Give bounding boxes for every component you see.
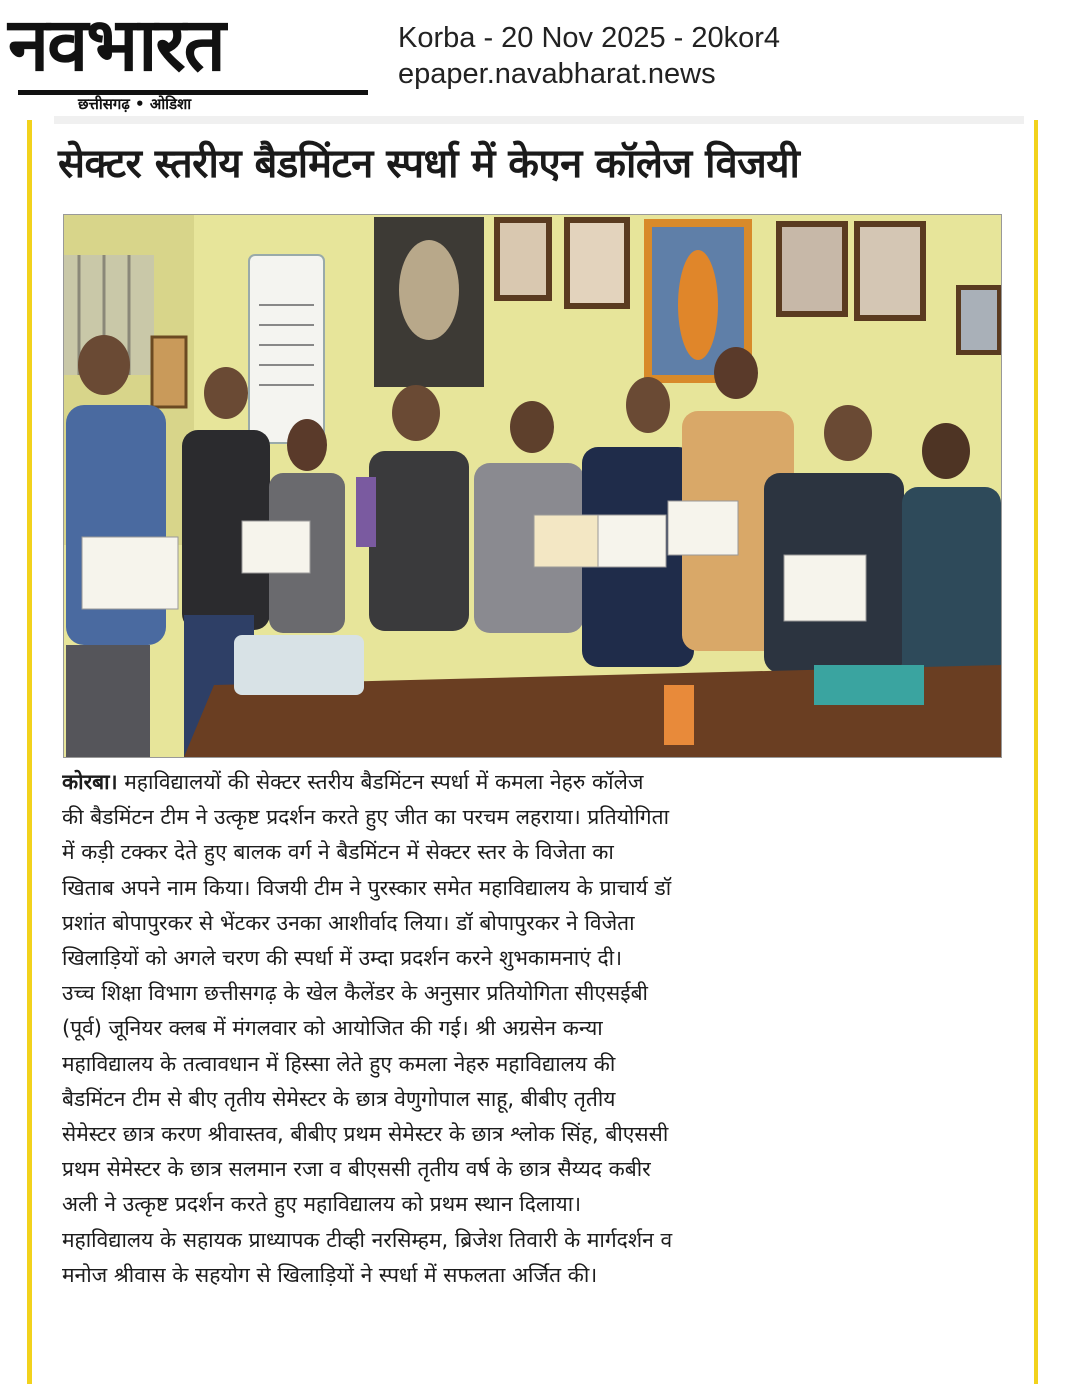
article-line: बैडमिंटन टीम से बीए तृतीय सेमेस्टर के छात्र वेणुगोपाल साहू, बीबीए तृतीय — [62, 1086, 616, 1111]
frame-right-border — [1034, 120, 1038, 1384]
article-line: मनोज श्रीवास के सहयोग से खिलाड़ियों ने स्पर्धा में सफलता अर्जित की। — [62, 1262, 598, 1287]
article-line: उच्च शिक्षा विभाग छत्तीसगढ़ के खेल कैलेंडर के अनुसार प्रतियोगिता सीएसईबी — [62, 981, 648, 1006]
article-line: में कड़ी टक्कर देते हुए बालक वर्ग ने बैडमिंटन में सेक्टर स्तर के विजेता का — [62, 840, 614, 865]
newspaper-logo — [8, 2, 376, 114]
article-line: महाविद्यालय के सहायक प्राध्यापक टीव्ही नरसिम्हम, ब्रिजेश तिवारी के मार्गदर्शन व — [62, 1227, 673, 1252]
logo-text: नवभारत — [8, 2, 224, 88]
dateline: कोरबा। — [62, 770, 118, 794]
article-line: प्रथम सेमेस्टर के छात्र सलमान रजा व बीएससी तृतीय वर्ष के छात्र सैय्यद कबीर — [62, 1157, 651, 1182]
article-line: खिलाड़ियों को अगले चरण की स्पर्धा में उम्दा प्रदर्शन करने शुभकामनाएं दी। — [62, 946, 623, 971]
article-line: की बैडमिंटन टीम ने उत्कृष्ट प्रदर्शन करते हुए जीत का परचम लहराया। प्रतियोगिता — [62, 805, 670, 830]
masthead — [0, 0, 1080, 116]
article-line — [62, 765, 1002, 800]
logo-subtitle: छत्तीसगढ़ • ओडिशा — [78, 95, 192, 113]
frame-left-border — [27, 120, 32, 1384]
article-line: अली ने उत्कृष्ट प्रदर्शन करते हुए महाविद्यालय को प्रथम स्थान दिलाया। — [62, 1192, 582, 1217]
edition-url: epaper.navabharat.news — [398, 58, 716, 90]
article-line: खिताब अपने नाम किया। विजयी टीम ने पुरस्कार समेत महाविद्यालय के प्राचार्य डॉ — [62, 875, 672, 900]
article-photo — [63, 214, 1002, 758]
article-line-text: महाविद्यालयों की सेक्टर स्तरीय बैडमिंटन स्पर्धा में कमला नेहरु कॉलेज — [124, 770, 644, 794]
article-headline: सेक्टर स्तरीय बैडमिंटन स्पर्धा में केएन कॉलेज विजयी — [58, 141, 800, 187]
article-line: सेमेस्टर छात्र करण श्रीवास्तव, बीबीए प्रथम सेमेस्टर के छात्र श्लोक सिंह, बीएससी — [62, 1122, 669, 1147]
logo-rule — [18, 90, 368, 95]
article-line: प्रशांत बोपापुरकर से भेंटकर उनका आशीर्वाद लिया। डॉ बोपापुरकर ने विजेता — [62, 910, 635, 935]
article-line: महाविद्यालय के तत्वावधान में हिस्सा लेते हुए कमला नेहरु महाविद्यालय की — [62, 1051, 616, 1076]
article-body — [62, 765, 1002, 1293]
frame-top-rule — [54, 116, 1024, 124]
edition-info: Korba - 20 Nov 2025 - 20kor4 — [398, 22, 781, 54]
article-line: (पूर्व) जूनियर क्लब में मंगलवार को आयोजित की गई। श्री अग्रसेन कन्या — [62, 1016, 603, 1041]
